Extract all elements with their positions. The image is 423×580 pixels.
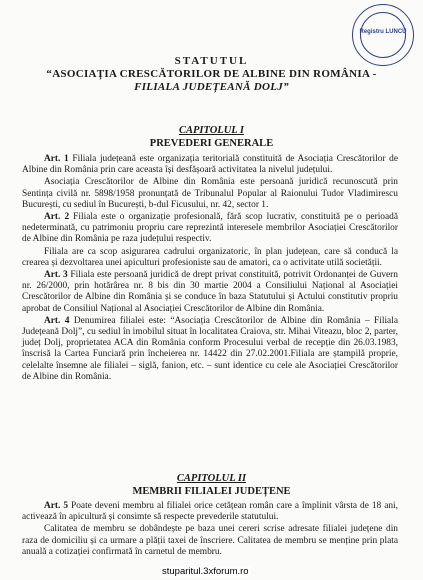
article-text: Filiala are ca scop asigurarea cadrului organizatoric, în plan județean, care să conducă la crearea și dezvoltarea unei apiculturi profesioniste sau de amatori, ca o activitate utilă societății. bbox=[22, 246, 398, 268]
article-paragraph bbox=[22, 177, 398, 211]
chapter-2-heading bbox=[0, 472, 423, 498]
chapter-2-body bbox=[22, 501, 398, 559]
association-name: “ASOCIAȚIA CRESCĂTORILOR DE ALBINE DIN ROMÂNIA - bbox=[46, 68, 377, 80]
article-text: Poate deveni membru al filialei orice cetățean român care a împlinit vârsta de 18 ani, activează în apicultură și consimte să respecte prevederile statutului. bbox=[22, 501, 398, 523]
branch-name: FILIALA JUDEȚEANĂ DOLJ” bbox=[134, 81, 289, 93]
seal-stamp-ring bbox=[360, 12, 406, 58]
chapter-1-body bbox=[22, 154, 398, 384]
site-watermark: stuparitul.3xforum.ro bbox=[162, 566, 249, 577]
article-paragraph bbox=[22, 270, 398, 315]
article-paragraph bbox=[22, 501, 398, 523]
article-text: Filiala este o organizație profesională, fără scop lucrativ, constituită pe o perioadă nedeterminată, cu patrimoniu propriu care reprezintă interesele membrilor Asociației Crescătorilor de Albine din România pe raza județului respectiv. bbox=[22, 212, 398, 245]
article-text: Filiala este persoană juridică de drept privat constituită, potrivit Ordonanței de Guvern nr. 26/2000, prin hotărârea nr. 8 bis din 30 martie 2004 a Consiliului Național al Asociației Crescătorilor de Albine din România și se conduce în baza Statutului și Actului constitutiv propriu aprobat de Consiliul Național al Asociației Crescătorilor de Albine din România. bbox=[22, 270, 398, 314]
article-text: Calitatea de membru se dobândește pe baza unei cereri scrise adresate filialei județene din raza de domiciliu și ca urmare a plății taxei de înscriere. Calitatea de membru se menține prin plata anuală a cotizației confirmată în carnetul de membru. bbox=[22, 524, 398, 557]
article-paragraph bbox=[22, 154, 398, 176]
article-paragraph bbox=[22, 524, 398, 558]
article-paragraph bbox=[22, 316, 398, 383]
chapter-1-title: CAPITOLUL I bbox=[178, 125, 245, 136]
article-number: Art. 5 bbox=[44, 501, 69, 511]
article-paragraph bbox=[22, 247, 398, 269]
chapter-2-title: CAPITOLUL II bbox=[176, 473, 247, 484]
article-text: Asociația Crescătorilor de Albine din România este persoană juridică recunoscută prin Sentința civilă nr. 5898/1958 pronunțată de Tribunalul Popular al Raionului Tudor Vladimirescu București, cu sediul în București, b-dul Ficusului, nr. 42, sector 1. bbox=[22, 177, 398, 210]
document-title: STATUTUL bbox=[174, 55, 249, 67]
chapter-2-subtitle: MEMBRII FILIALEI JUDEȚENE bbox=[132, 486, 291, 497]
article-number: Art. 3 bbox=[44, 270, 68, 281]
article-number: Art. 2 bbox=[44, 212, 70, 223]
chapter-1-subtitle: PREVEDERI GENERALE bbox=[149, 138, 274, 149]
article-text: Denumirea filialei este: “Asociația Crescătorilor de Albine din România – Filiala Județeană Dolj”, cu sediul în imobilul situat în localitatea Craiova, str. Mihai Viteazu, bloc 2, parter, județ Dolj, proprietatea ACA din România conform Procesului verbal de recepție din 26.03.1983, înscrisă la Cartea Funciară prin încheierea nr. 14422 din 27.02.2001.Filiala are ștampilă proprie, celelalte însemne ale filialei – siglă, fanion, etc. – sunt identice cu cele ale Asociației Crescătorilor de Albine din România. bbox=[22, 315, 398, 382]
chapter-1-heading bbox=[0, 124, 423, 150]
article-number: Art. 4 bbox=[44, 315, 70, 326]
article-number: Art. 1 bbox=[44, 154, 69, 164]
document-header bbox=[20, 55, 403, 94]
seal-stamp-text: Registru LUNCU bbox=[359, 29, 407, 35]
article-paragraph bbox=[22, 212, 398, 246]
article-text: Filiala județeană este organizația teritorială constituită de Asociația Crescătorilor de Albine din România prin care aceasta își desfășoară activitatea la nivelul județului. bbox=[22, 154, 398, 176]
